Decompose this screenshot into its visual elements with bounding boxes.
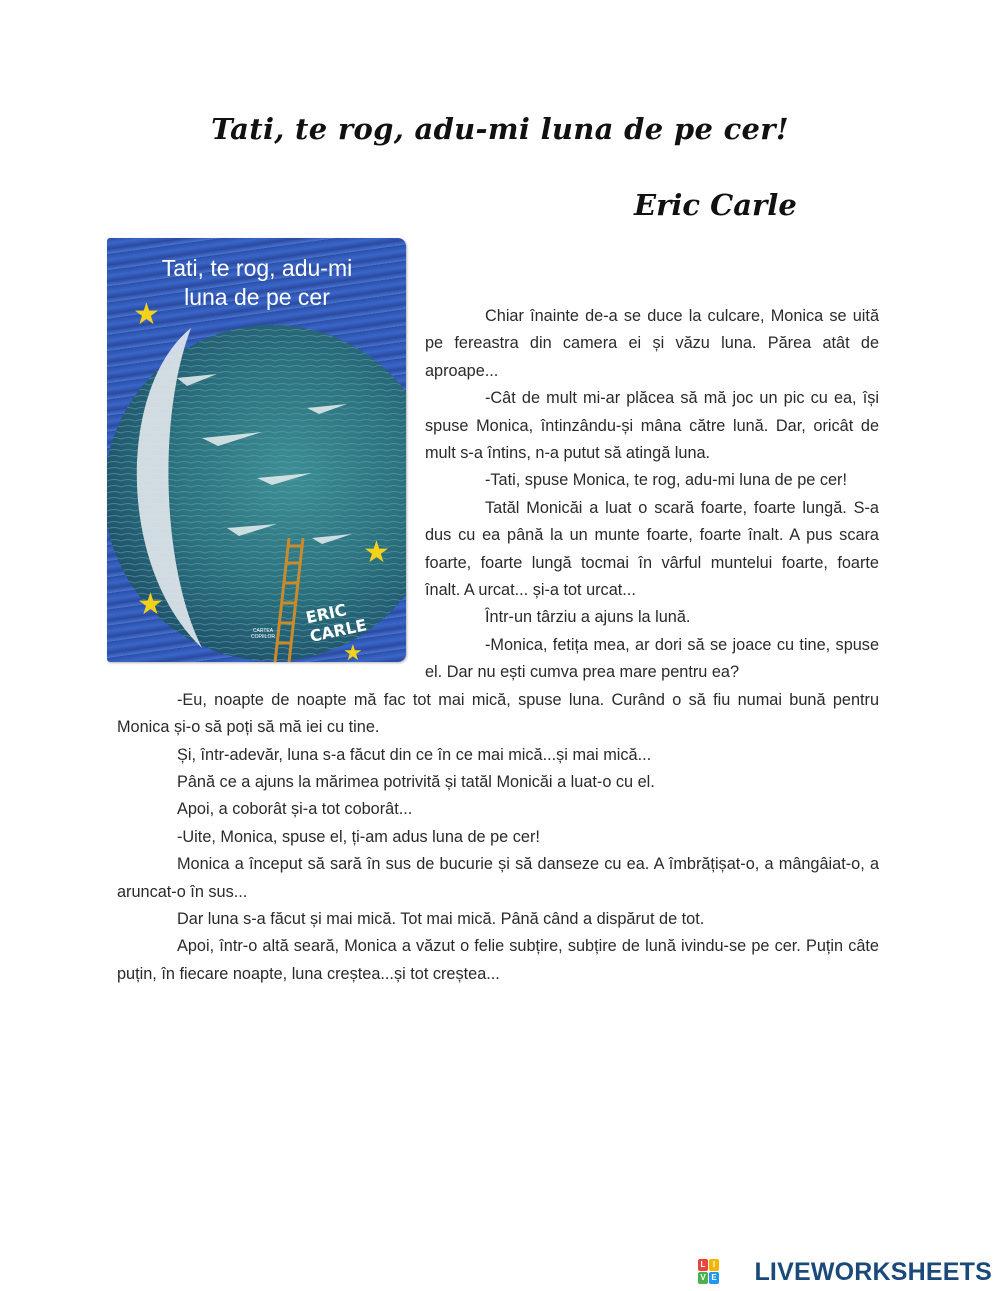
paragraph: Apoi, a coborât și-a tot coborât... (177, 800, 413, 819)
star-icon: ★ (137, 588, 164, 621)
brand-name[interactable]: LIVEWORKSHEETS (754, 1258, 992, 1286)
logo-letter: I (709, 1259, 719, 1271)
paragraph: Tatăl Monicăi a luat o scară foarte, foarte lungă. S-a dus cu ea până la un munte foarte, foarte înalt. A pus scara foarte, foarte lungă tocmai în vârful muntelui foarte, foarte înalt. A urcat... și-a tot urcat... (425, 498, 879, 600)
paragraph: -Monica, fetița mea, ar dori să se joace cu tine, spuse el. Dar nu ești cumva prea mare pentru ea? (425, 635, 879, 682)
paragraph: Dar luna s-a făcut și mai mică. Tot mai mică. Până când a dispărut de tot. (177, 909, 705, 928)
cover-publisher: CARTEA COPIILOR (251, 628, 275, 640)
logo-letter: L (698, 1259, 708, 1271)
paragraph: Până ce a ajuns la mărimea potrivită și tatăl Monicăi a luat-o cu el. (177, 772, 655, 791)
paragraph: Chiar înainte de-a se duce la culcare, Monica se uită pe fereastra din camera ei și văzu luna. Părea atât de aproape... (425, 307, 879, 380)
paragraph: Și, într-adevăr, luna s-a făcut din ce în ce mai mică...și mai mică... (177, 745, 652, 764)
logo-letter: V (698, 1272, 708, 1284)
paragraph: Apoi, într-o altă seară, Monica a văzut o felie subțire, subțire de lună ivindu-se pe cer. Puțin câte puțin, în fiecare noapte, luna creștea...și tot creștea... (117, 937, 879, 983)
paragraph: Monica a început să sară în sus de bucurie și să danseze cu ea. A îmbrățișat-o, a mângâiat-o, a aruncat-o în sus... (117, 855, 879, 901)
liveworksheets-logo-icon (698, 1259, 720, 1285)
document-title: Tati, te rog, adu-mi luna de pe cer! (211, 112, 789, 146)
paragraph: -Uite, Monica, spuse el, ți-am adus luna de pe cer! (177, 827, 540, 846)
paragraph: -Cât de mult mi-ar plăcea să mă joc un pic cu ea, își spuse Monica, întinzându-și mâna către lună. Dar, oricât de mult s-a întins, n-a putut să atingă luna. (425, 389, 879, 463)
paragraph: -Eu, noapte de noapte mă fac tot mai mică, spuse luna. Curând o să fiu numai bună pentru Monica și-o să poți să mă iei cu tine. (117, 690, 879, 737)
paragraph: -Tati, spuse Monica, te rog, adu-mi luna de pe cer! (485, 471, 847, 490)
cover-title-line-1: Tati, te rog, adu-mi (161, 255, 353, 281)
star-icon: ★ (363, 536, 390, 569)
story-text (117, 303, 879, 988)
document-author: Eric Carle (634, 188, 797, 222)
star-icon: ★ (343, 640, 363, 662)
cover-title-line-2: luna de pe cer (184, 284, 330, 310)
star-icon: ★ (133, 298, 160, 331)
logo-letter: E (709, 1272, 719, 1284)
paragraph: Într-un târziu a ajuns la lună. (485, 608, 691, 627)
cover-author-signature: ERIC CARLE (304, 600, 369, 646)
